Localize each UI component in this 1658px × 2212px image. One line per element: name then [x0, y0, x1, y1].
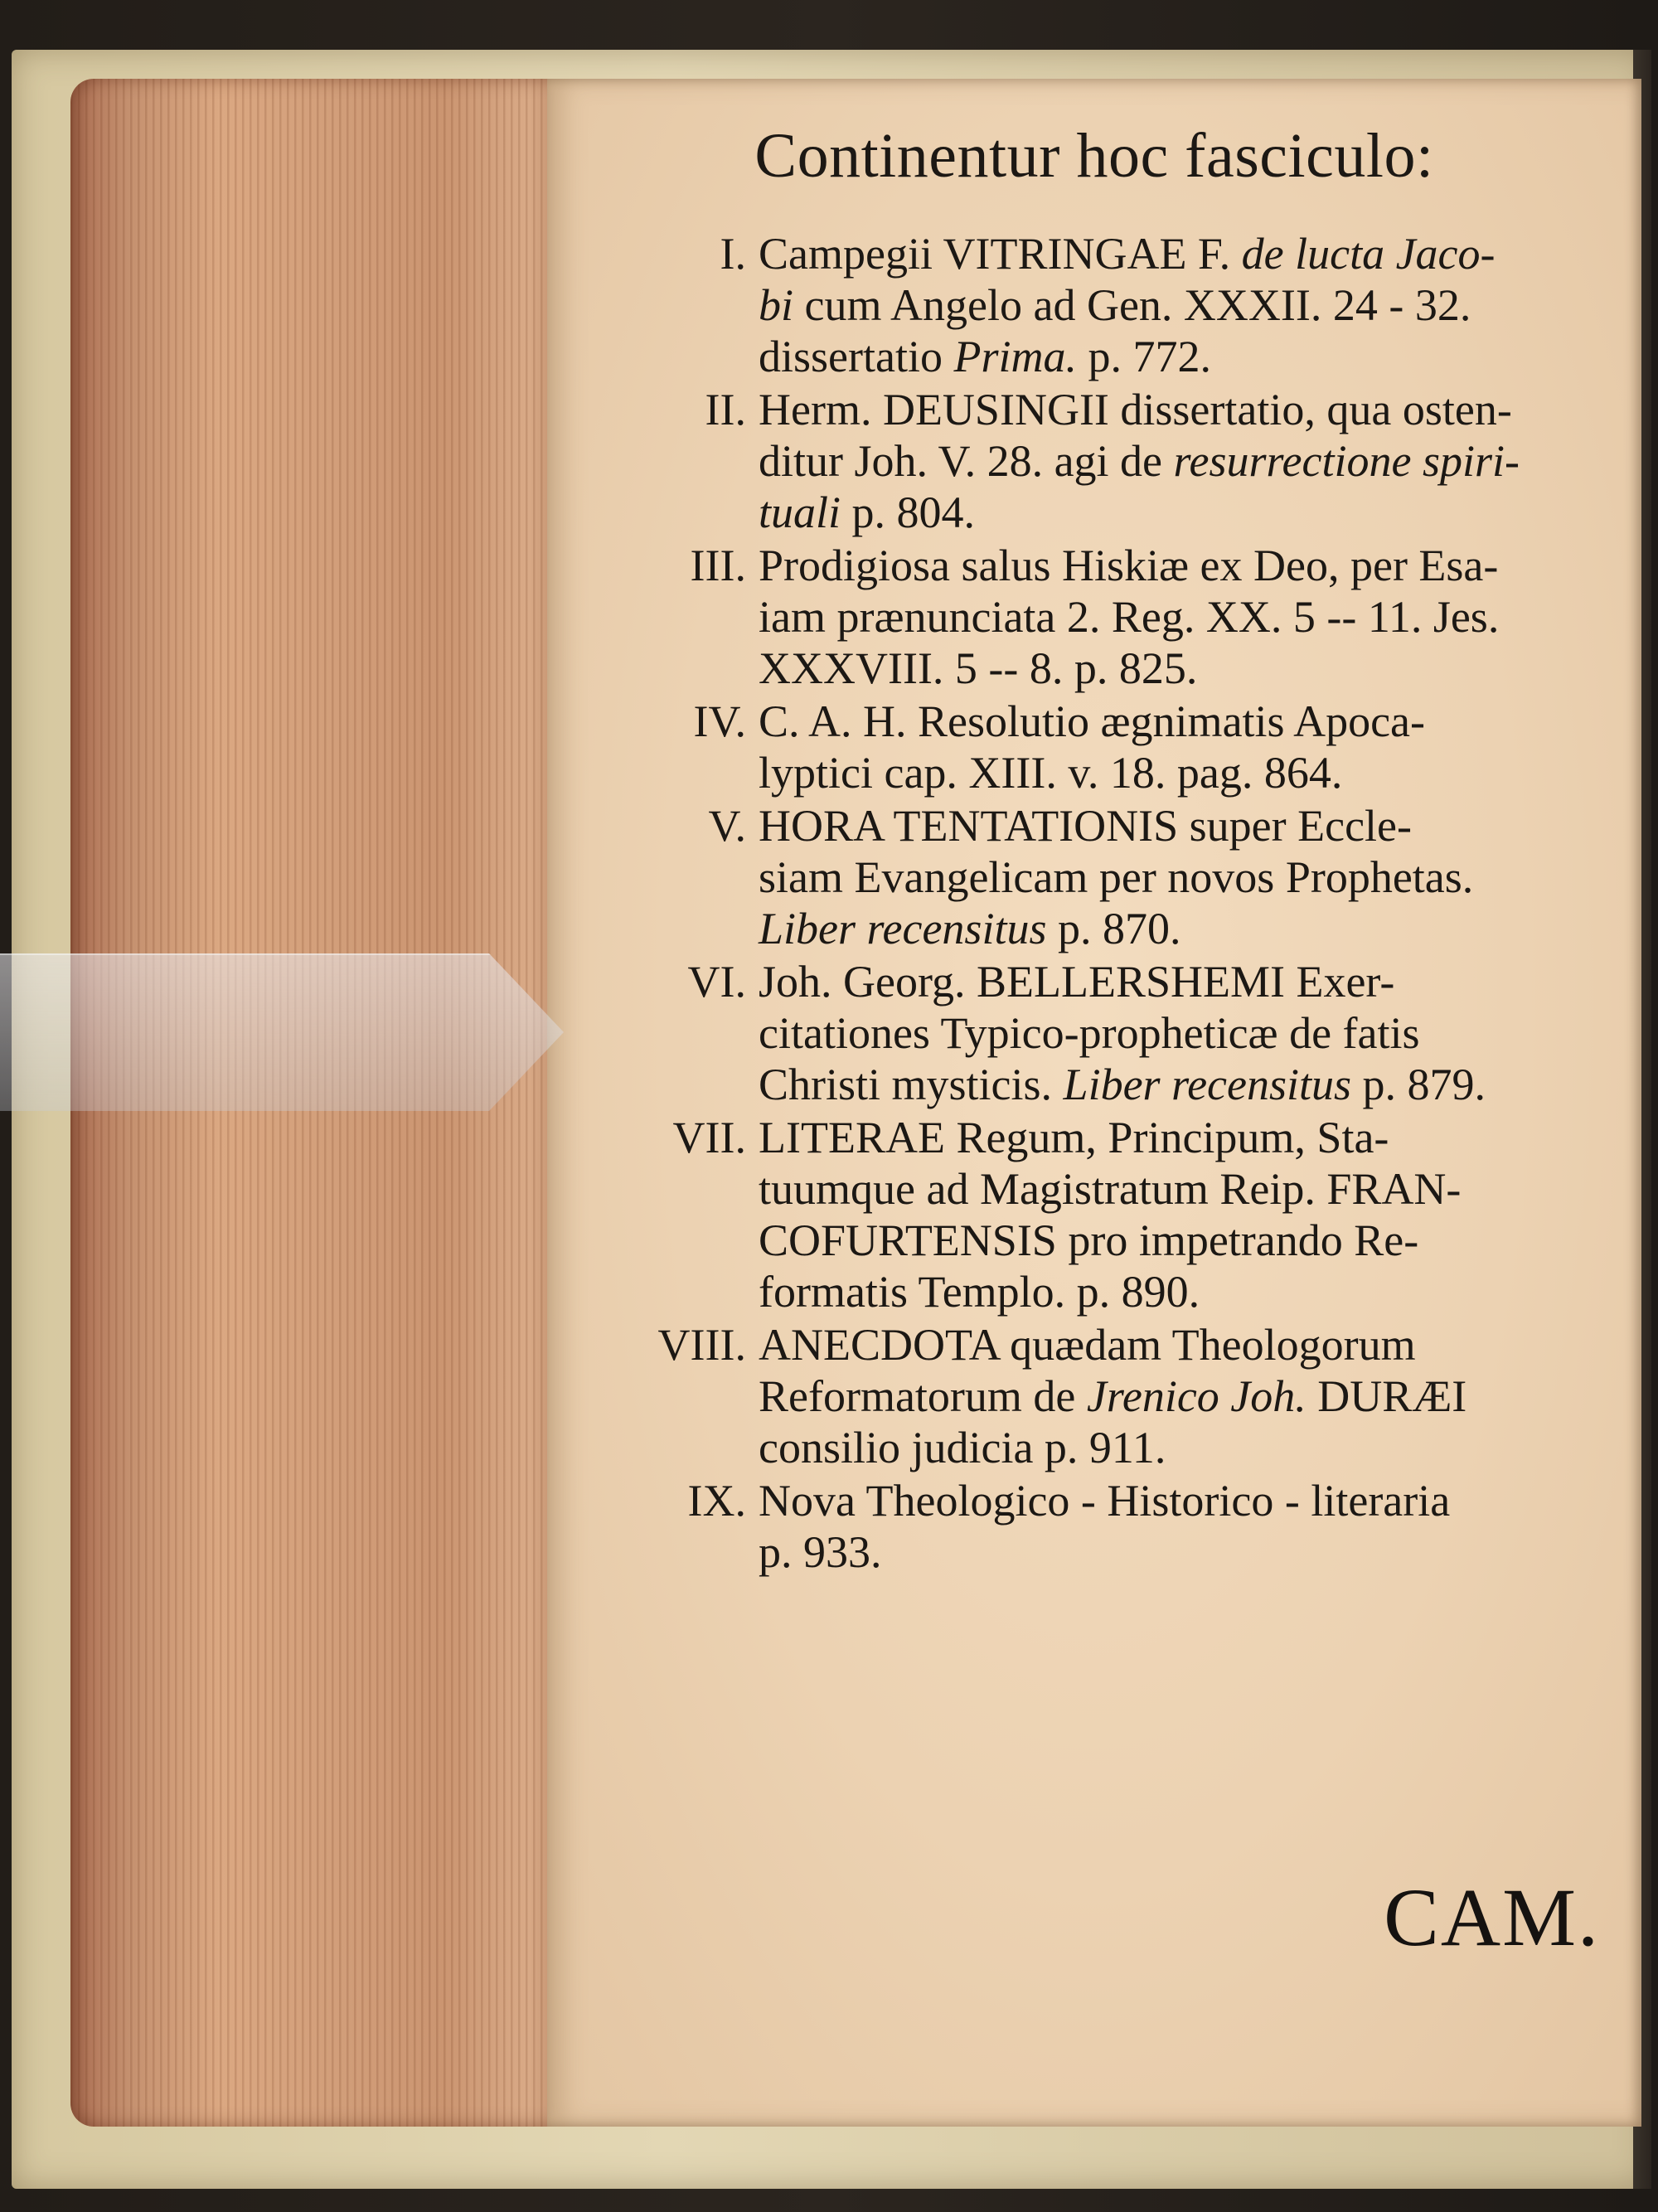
page-heading: Continentur hoc fasciculo:	[754, 121, 1434, 191]
entry-text: siam Evangelicam per novos Prophetas.	[759, 852, 1474, 902]
entry-text: Herm. DEUSINGII dissertatio, qua osten-	[759, 385, 1512, 434]
contents-entry	[613, 696, 1608, 798]
italic-text: Liber recensitus	[759, 904, 1047, 953]
entry-text: iam prænunciata 2. Reg. XX. 5 -- 11. Jes.	[759, 592, 1500, 642]
entry-line	[759, 435, 1608, 487]
entry-text: p. 804.	[841, 488, 976, 537]
entry-text: p. 870.	[1046, 904, 1181, 953]
entry-line	[759, 540, 1608, 591]
italic-text: tuali	[759, 488, 841, 537]
entry-text: Reformatorum de	[759, 1371, 1087, 1421]
entry-line	[759, 1319, 1608, 1370]
entry-text: C. A. H. Resolutio ægnimatis Apoca-	[759, 696, 1425, 746]
entry-text: Joh. Georg. BELLERSHEMI Exer-	[759, 957, 1395, 1007]
entry-line	[759, 1266, 1608, 1317]
entry-text: citationes Typico-propheticæ de fatis	[759, 1008, 1420, 1058]
italic-text: resurrectione spiri-	[1173, 436, 1520, 486]
entry-number: II.	[705, 385, 746, 434]
entry-text: LITERAE Regum, Principum, Sta-	[759, 1113, 1389, 1162]
italic-text: Jrenico Joh.	[1086, 1371, 1307, 1421]
bookmark-ribbon[interactable]	[0, 953, 564, 1113]
entry-text: DURÆI	[1306, 1371, 1467, 1421]
entry-text: Christi mysticis.	[759, 1060, 1064, 1109]
entry-number: IV.	[693, 696, 746, 746]
entry-number: VI.	[687, 957, 746, 1007]
entry-line	[759, 1422, 1608, 1473]
entry-text: formatis Templo. p. 890.	[759, 1267, 1200, 1317]
contents-entry	[613, 1112, 1608, 1317]
entry-line	[759, 643, 1608, 694]
entry-line	[759, 487, 1608, 538]
entry-text: p. 772.	[1076, 332, 1211, 381]
entry-number: I.	[720, 229, 746, 279]
entry-line	[759, 331, 1608, 382]
entry-number: VIII.	[657, 1320, 746, 1370]
entry-line	[759, 747, 1608, 798]
entry-text: XXXVIII. 5 -- 8. p. 825.	[759, 643, 1198, 693]
entry-text: p. 933.	[759, 1527, 882, 1577]
italic-text: de lucta Jaco-	[1241, 229, 1496, 279]
entry-text: consilio judicia p. 911.	[759, 1423, 1166, 1472]
entry-line	[759, 591, 1608, 643]
entry-number: III.	[690, 541, 746, 590]
entry-text: Nova Theologico - Historico - literaria	[759, 1476, 1451, 1526]
entry-text: COFURTENSIS pro impetrando Re-	[759, 1215, 1419, 1265]
entry-text: cum Angelo ad Gen. XXXII. 24 - 32.	[793, 280, 1471, 330]
contents-entry	[613, 1475, 1608, 1578]
entry-number: VII.	[672, 1113, 746, 1162]
entry-line	[759, 800, 1608, 851]
italic-text: Prima.	[953, 332, 1077, 381]
entry-text: tuumque ad Magistratum Reip. FRAN-	[759, 1164, 1462, 1214]
contents-entry	[613, 228, 1608, 382]
entry-line	[759, 384, 1608, 435]
entry-line	[759, 1163, 1608, 1215]
contents-entry	[613, 384, 1608, 538]
contents-entry	[613, 800, 1608, 954]
contents-entry	[613, 1319, 1608, 1473]
entry-text: lyptici cap. XIII. v. 18. pag. 864.	[759, 748, 1343, 798]
contents-entry	[613, 956, 1608, 1110]
entry-line	[759, 1475, 1608, 1526]
entry-line	[759, 1059, 1608, 1110]
entry-line	[759, 279, 1608, 331]
entry-line	[759, 903, 1608, 954]
entry-line	[759, 956, 1608, 1007]
entry-number: IX.	[687, 1476, 746, 1526]
entry-text: HORA TENTATIONIS super Eccle-	[759, 801, 1413, 851]
entry-line	[759, 1526, 1608, 1578]
entry-text: ANECDOTA quædam Theologorum	[759, 1320, 1416, 1370]
italic-text: bi	[759, 280, 794, 330]
entry-line	[759, 696, 1608, 747]
entry-text: dissertatio	[759, 332, 954, 381]
book-page	[547, 79, 1641, 2127]
entry-line	[759, 1215, 1608, 1266]
entry-line	[759, 228, 1608, 279]
entry-text: Prodigiosa salus Hiskiæ ex Deo, per Esa-	[759, 541, 1499, 590]
entry-line	[759, 1007, 1608, 1059]
italic-text: Liber recensitus	[1063, 1060, 1352, 1109]
entry-number: V.	[708, 801, 746, 851]
catchword: CAM.	[1384, 1871, 1600, 1963]
entry-text: ditur Joh. V. 28. agi de	[759, 436, 1174, 486]
contents-list	[613, 228, 1608, 1579]
entry-text: p. 879.	[1351, 1060, 1486, 1109]
entry-text: Campegii VITRINGAE F.	[759, 229, 1242, 279]
entry-line	[759, 851, 1608, 903]
entry-line	[759, 1370, 1608, 1422]
entry-line	[759, 1112, 1608, 1163]
contents-entry	[613, 540, 1608, 694]
